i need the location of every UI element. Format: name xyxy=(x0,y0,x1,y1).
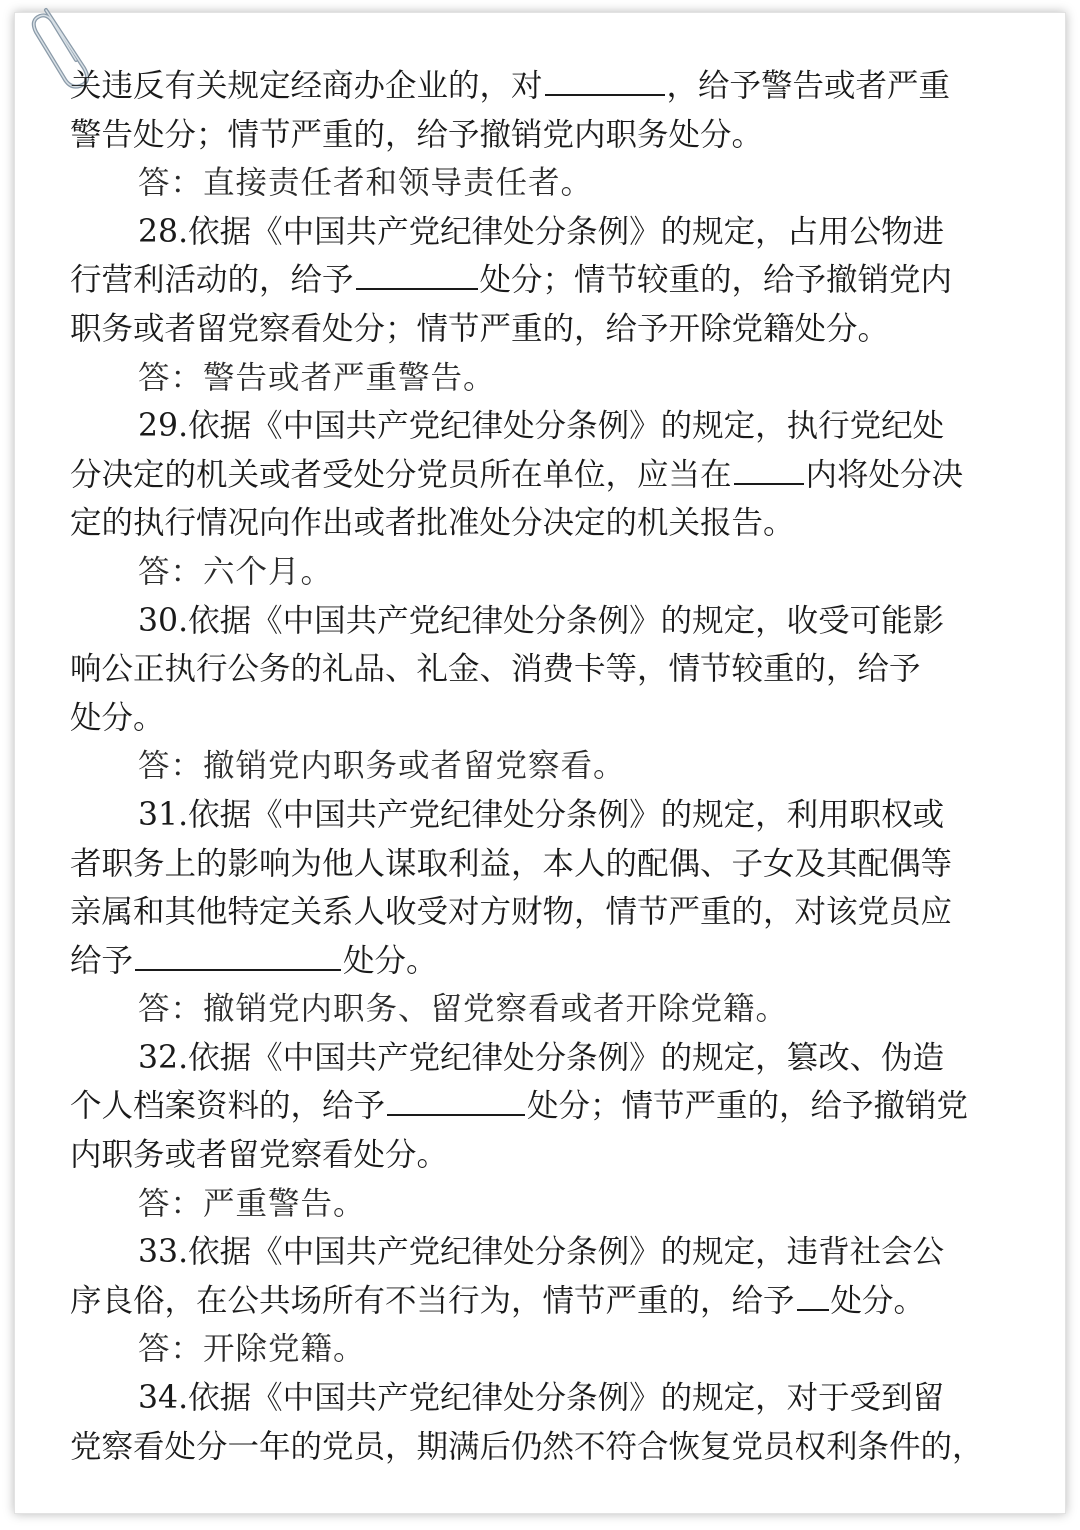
text-segment: 响公正执行公务的礼品、礼金、消费卡等，情节较重的，给予 xyxy=(70,651,921,688)
text-segment: 党察看处分一年的党员，期满后仍然不符合恢复党员权利条件的， xyxy=(70,1428,984,1465)
text-segment: 给予 xyxy=(70,942,134,979)
text-segment: 者职务上的影响为他人谋取利益，本人的配偶、子女及其配偶等 xyxy=(70,845,953,882)
fill-in-blank xyxy=(135,941,341,971)
text-line xyxy=(70,1131,1032,1180)
text-segment: 答：撤销党内职务、留党察看或者开除党籍。 xyxy=(138,991,789,1028)
text-segment: ，给予警告或者严重 xyxy=(666,68,951,104)
question-line xyxy=(70,1374,1032,1423)
text-segment: 定的执行情况向作出或者批准处分决定的机关报告。 xyxy=(70,505,795,542)
text-segment: 内将处分决 xyxy=(805,456,964,493)
answer-line xyxy=(70,1325,1032,1374)
text-segment: 31.依据《中国共产党纪律处分条例》的规定，利用职权或 xyxy=(138,796,945,833)
text-line xyxy=(70,840,1032,889)
text-segment: 答：撤销党内职务或者留党察看。 xyxy=(138,748,626,785)
text-segment: 处分；情节较重的，给予撤销党内 xyxy=(479,262,953,299)
text-segment: 答：直接责任者和领导责任者。 xyxy=(138,165,594,202)
text-segment: 处分；情节严重的，给予撤销党 xyxy=(527,1088,969,1125)
text-segment: 答：严重警告。 xyxy=(138,1185,366,1222)
text-segment: 个人档案资料的，给予 xyxy=(70,1088,386,1125)
answer-line xyxy=(70,354,1032,403)
text-segment: 答：警告或者严重警告。 xyxy=(138,359,496,396)
text-segment: 处分。 xyxy=(830,1282,926,1319)
question-line xyxy=(70,597,1032,646)
question-line xyxy=(70,1034,1032,1083)
text-segment: 分决定的机关或者受处分党员所在单位，应当在 xyxy=(70,456,732,493)
fill-in-blank xyxy=(387,1086,525,1116)
answer-line xyxy=(70,742,1032,791)
text-line xyxy=(70,305,1032,354)
text-line xyxy=(70,499,1032,548)
text-segment: 34.依据《中国共产党纪律处分条例》的规定，对于受到留 xyxy=(138,1380,945,1417)
text-segment: 答：六个月。 xyxy=(138,553,334,590)
fill-in-blank xyxy=(734,455,804,485)
text-segment: 亲属和其他特定关系人收受对方财物，情节严重的，对该党员应 xyxy=(70,894,953,931)
text-segment: 答：开除党籍。 xyxy=(138,1331,366,1368)
text-segment: 职务或者留党察看处分；情节严重的，给予开除党籍处分。 xyxy=(70,310,890,347)
question-line xyxy=(70,1228,1032,1277)
text-segment: 关违反有关规定经商办企业的，对 xyxy=(70,68,543,104)
question-line xyxy=(70,791,1032,840)
text-segment: 29.依据《中国共产党纪律处分条例》的规定，执行党纪处 xyxy=(138,408,945,445)
text-line xyxy=(70,1082,1032,1131)
text-line xyxy=(70,111,1032,160)
text-line xyxy=(70,256,1032,305)
text-segment: 警告处分；情节严重的，给予撤销党内职务处分。 xyxy=(70,116,764,153)
text-segment: 内职务或者留党察看处分。 xyxy=(70,1137,449,1174)
answer-line xyxy=(70,548,1032,597)
fill-in-blank xyxy=(545,66,665,96)
answer-line xyxy=(70,159,1032,208)
text-segment: 32.依据《中国共产党纪律处分条例》的规定，篡改、伪造 xyxy=(138,1039,945,1076)
text-line xyxy=(70,451,1032,500)
text-line xyxy=(70,888,1032,937)
text-segment: 序良俗，在公共场所有不当行为，情节严重的，给予 xyxy=(70,1282,795,1319)
text-segment: 处分。 xyxy=(70,699,165,736)
text-line xyxy=(70,62,1032,111)
text-segment: 处分。 xyxy=(343,942,438,979)
text-line xyxy=(70,694,1032,743)
text-line xyxy=(70,1277,1032,1326)
fill-in-blank xyxy=(356,260,478,290)
answer-line xyxy=(70,985,1032,1034)
text-segment: 33.依据《中国共产党纪律处分条例》的规定，违背社会公 xyxy=(138,1234,945,1271)
question-line xyxy=(70,402,1032,451)
text-segment: 行营利活动的，给予 xyxy=(70,262,354,299)
document-body xyxy=(70,62,1032,1471)
fill-in-blank xyxy=(797,1281,829,1311)
text-segment: 28.依据《中国共产党纪律处分条例》的规定，占用公物进 xyxy=(138,213,945,250)
text-line xyxy=(70,1423,1032,1472)
answer-line xyxy=(70,1180,1032,1229)
question-line xyxy=(70,208,1032,257)
text-line xyxy=(70,937,1032,986)
text-line xyxy=(70,645,1032,694)
text-segment: 30.依据《中国共产党纪律处分条例》的规定，收受可能影 xyxy=(138,602,945,639)
